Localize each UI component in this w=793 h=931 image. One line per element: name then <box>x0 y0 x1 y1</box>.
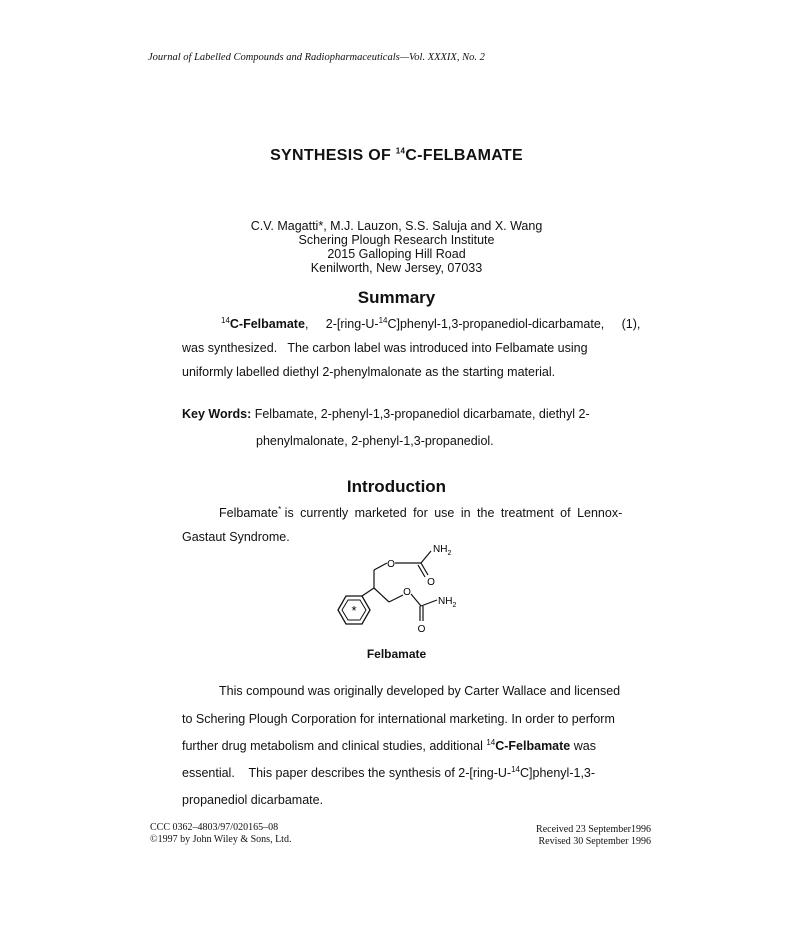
title-isotope: 14 <box>395 146 406 156</box>
summary-heading: Summary <box>357 288 436 307</box>
summary-line-2: was synthesized. The carbon label was introduced into Felbamate using <box>182 341 588 355</box>
bond-ring-ch <box>362 588 374 596</box>
body-line-4 <box>182 766 595 780</box>
body-line4-iso: 14 <box>511 764 520 774</box>
author-names: C.V. Magatti*, M.J. Lauzon, S.S. Saluja and X. Wang <box>250 219 543 233</box>
bond-c-nh2-lower <box>421 600 437 606</box>
body-line3-c: was <box>570 739 596 753</box>
nh2-top-label: $NH_2$ <box>433 544 452 557</box>
atom-o-2: O <box>427 577 435 588</box>
keywords-label: Key Words: <box>182 407 252 421</box>
atom-o-3: O <box>403 587 411 598</box>
summary-line-1 <box>221 315 641 331</box>
summary-line1-b: C]phenyl-1,3-propanediol-dicarbamate, (1), <box>387 317 641 331</box>
intro-line-2: Gastaut Syndrome. <box>182 530 290 544</box>
felbamate-structure <box>325 538 485 643</box>
structure-caption: Felbamate <box>366 647 427 661</box>
title-suffix: C-FELBAMATE <box>405 147 523 164</box>
keywords-text-1: Felbamate, 2-phenyl-1,3-propanediol dicarbamate, diethyl 2- <box>251 407 590 421</box>
body-line3-compound: C-Felbamate <box>495 739 571 753</box>
body-line3-a: further drug metabolism and clinical studies, additional <box>182 739 487 753</box>
atom-o-4: O <box>417 624 426 635</box>
footer-copyright: ©1997 by John Wiley & Sons, Ltd. <box>150 834 292 845</box>
footer-received: Received 23 September1996 <box>536 824 651 835</box>
body-line4-b: C]phenyl-1,3- <box>520 766 596 780</box>
intro-mark: * <box>278 504 282 514</box>
bond-ch2-o-lower <box>389 595 403 602</box>
intro-felbamate: Felbamate <box>219 506 279 520</box>
author-block <box>0 219 793 275</box>
bond-c-o-upper-a <box>421 563 428 575</box>
author-city: Kenilworth, New Jersey, 07033 <box>310 261 483 275</box>
keywords-line-1 <box>182 407 590 421</box>
bond-ch-ch2-lower <box>374 588 389 602</box>
paper-title <box>0 147 793 165</box>
intro-line1-rest: is currently marketed for use in the treatment of Lennox- <box>284 506 623 520</box>
body-line-2: to Schering Plough Corporation for international marketing. In order to perform <box>182 712 615 726</box>
summary-compound: C-Felbamate <box>229 317 305 331</box>
bond-ch2-o-upper <box>374 563 387 570</box>
bond-c-o-upper-b <box>418 565 425 577</box>
footer-right <box>536 824 651 848</box>
footer-ccc: CCC 0362–4803/97/020165–08 <box>150 822 279 833</box>
author-street: 2015 Galloping Hill Road <box>327 247 466 261</box>
atom-o-1: O <box>387 559 395 570</box>
author-institute: Schering Plough Research Institute <box>298 233 495 247</box>
body-line-1: This compound was originally developed by Carter Wallace and licensed <box>219 684 621 698</box>
summary-line-3: uniformly labelled diethyl 2-phenylmalonate as the starting material. <box>182 365 556 379</box>
intro-line-1 <box>219 506 622 520</box>
summary-line1-a: , 2-[ring-U- <box>304 317 379 331</box>
body-line-3 <box>182 739 596 753</box>
summary-isotope: 14 <box>221 315 230 325</box>
title-prefix: SYNTHESIS OF <box>270 147 396 164</box>
keywords-line-2: phenylmalonate, 2-phenyl-1,3-propanediol. <box>256 434 494 448</box>
body-line4-a: essential. This paper describes the synthesis of 2-[ring-U- <box>182 766 512 780</box>
nh2-side-label: $NH_2$ <box>438 596 457 609</box>
bond-c-nh2-upper <box>421 551 431 563</box>
body-line-5: propanediol dicarbamate. <box>182 793 324 807</box>
introduction-heading: Introduction <box>346 477 447 496</box>
bond-o-c-lower <box>411 594 421 606</box>
footer-left <box>150 822 291 846</box>
footer-revised: Revised 30 September 1996 <box>538 836 651 847</box>
summary-line1-iso: 14 <box>378 315 388 325</box>
body-line3-iso: 14 <box>486 737 496 747</box>
ring-star: * <box>351 603 357 618</box>
journal-header: Journal of Labelled Compounds and Radiopharmaceuticals—Vol. XXXIX, No. 2 <box>148 52 485 63</box>
